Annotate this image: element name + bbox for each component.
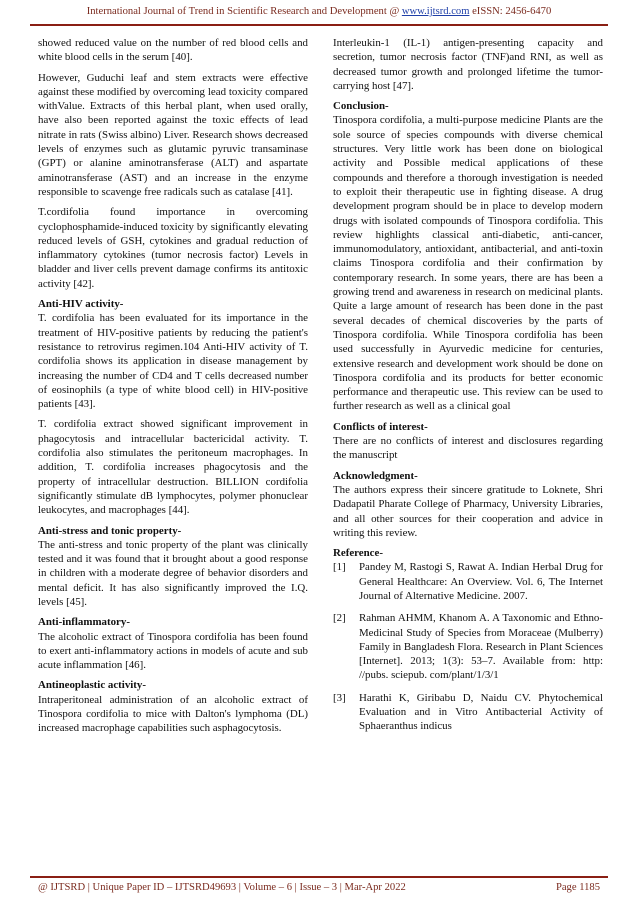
section-heading-anti-hiv: Anti-HIV activity- [38, 298, 124, 311]
reference-list [333, 560, 603, 733]
paragraph: Interleukin-1 (IL-1) antigen-presenting capacity and secretion, tumor necrosis factor (TNF)and RNI, as well as decreased tumor growth and prolonged lifetime the tumor-carrying host [47]. [333, 37, 603, 92]
section-heading-anti-inflammatory: Anti-inflammatory- [38, 616, 130, 629]
section-heading-conflicts: Conflicts of interest- [333, 420, 428, 433]
reference-item [333, 560, 603, 603]
section-heading-acknowledgment: Acknowledgment- [333, 469, 418, 482]
footer-rule [30, 876, 608, 878]
reference-number: [3] [333, 691, 346, 704]
journal-eissn: eISSN: 2456-6470 [472, 6, 552, 17]
section-heading-conclusion: Conclusion- [333, 100, 389, 113]
section-heading-antineoplastic: Antineoplastic activity- [38, 679, 146, 692]
reference-text: Rahman AHMM, Khanom A. A Taxonomic and Ethno-Medicinal Study of Species from Moraceae (Mulberry) Family in Bangladesh Flora. Research in Plant Sciences [Internet]. 2013; 1(3): 53–7. Available from: http: //pubs. sciepub. com/plant/1/3/1 [359, 612, 603, 682]
paragraph: The authors express their sincere gratitude to Loknete, Shri Dadapatil Pharate College of Pharmacy, University Libraries, and all other sources for their cooperation and advice in writing this review. [333, 483, 603, 539]
paragraph: The alcoholic extract of Tinospora cordifolia has been found to exert anti-inflammatory actions in models of acute and sub acute inflammation [46]. [38, 630, 308, 672]
right-column [333, 36, 603, 742]
paragraph: T. cordifolia extract showed significant improvement in phagocytosis and intracellular bactericidal activity. T. cordifolia also stimulates the peritoneum macrophages. In addition, T. cordifolia increases phagocytosis and the property of intracellular destruction. BILLION cordifolia significantly stimulate dB lymphocytes, polymer phonuclear leukocytes, and macrophages [44]. [38, 418, 308, 517]
journal-link[interactable]: www.ijtsrd.com [401, 6, 470, 17]
paragraph: T. cordifolia has been evaluated for its importance in the treatment of HIV-positive patients by reducing the patient's resistance to retrovirus regimen.104 Anti-HIV activity of T. cordifolia shows its application in disease management by increasing the number of CD4 and T cells decreased number of eosinophils (a type of white blood cell) in HIV-positive patients [43]. [38, 312, 308, 411]
header-rule [30, 24, 608, 26]
paragraph: T.cordifolia found importance in overcoming cyclophosphamide-induced toxicity by significantly elevating reduced levels of GSH, cytokines and gradual reduction of inflammatory cytokines (tumor necrosis factor) Levels in bladder and liver cells prevent damage confirms its antitoxic activity [42]. [38, 206, 308, 290]
reference-number: [1] [333, 561, 346, 574]
reference-item [333, 691, 603, 734]
section-heading-reference: Reference- [333, 547, 383, 560]
page-number: Page 1185 [555, 882, 600, 893]
reference-text: Harathi K, Giribabu D, Naidu CV. Phytochemical Evaluation and in Vitro Antibacterial Activity of Sphaeranthus indicus [359, 691, 603, 733]
page-header [0, 6, 638, 17]
paragraph: Tinospora cordifolia, a multi-purpose medicine Plants are the sole source of species compounds with diverse chemical structures. Very little work has been done on biological activity and Possible medical applications of these compounds and therefore a thorough investigation is needed to exploit their therapeutic use in fighting disease. A drug development program should be in place to develop modern drugs with isolated compounds of Tinospora cordifolia. This review highlights classical anti-diabetic, anti-cancer, immunomodulatory, antioxidant, antibacterial, and anti-toxin claims Tinospora cordifolia and their confirmation by contemporary research. In some years, there are has been a growing trend and awareness in research on medicinal plants. Quite a large amount of research has been done in the past several decades of chemical discoveries by the parts of Tinospora cordifolia. While Tinospora cordifolia has been used successfully in Ayurvedic medicine for centuries, extensive research and development work should be done on Tinospora cordifolia and its products for better economic performance and therapeutic use. This review can be used to further research as well as a clinical goal [333, 114, 603, 413]
journal-name: International Journal of Trend in Scientific Research and Development @ [86, 6, 400, 17]
reference-number: [2] [333, 612, 346, 625]
paragraph: The anti-stress and tonic property of the plant was clinically tested and it was found that it brought about a good response in children with a moderate degree of behavior disorders and mental deficit. It has also significantly improved the I.Q. levels [45]. [38, 538, 308, 608]
footer-citation: @ IJTSRD | Unique Paper ID – IJTSRD49693 | Volume – 6 | Issue – 3 | Mar-Apr 2022 [38, 882, 406, 893]
paragraph: showed reduced value on the number of red blood cells and white blood cells in the serum [40]. [38, 37, 308, 64]
section-heading-anti-stress: Anti-stress and tonic property- [38, 524, 182, 537]
reference-text: Pandey M, Rastogi S, Rawat A. Indian Herbal Drug for General Healthcare: An Overview. Vol. 6, The Internet Journal of Alternative Medicine. 2007. [359, 561, 603, 602]
paragraph: Intraperitoneal administration of an alcoholic extract of Tinospora cordifolia to mice with Dalton's lymphoma (DL) increased macrophage capabilities such asphagocytosis. [38, 693, 308, 735]
left-column [38, 36, 308, 736]
paragraph: However, Guduchi leaf and stem extracts were effective against these modified by overcoming lead toxicity compared withValue. Extracts of this herbal plant, when used orally, have also been reported against the toxic effects of lead nitrate in rats (Swiss albino) Liver. Research shows decreased levels of enzymes such as glutamic pyruvic transaminase (GPT) or alanine aminotransferase (ALT) and aspartate aminotransferase (AST) and an increase in the enzyme responsible to scavenge free radicals such as catalase [41]. [38, 71, 308, 198]
paragraph: There are no conflicts of interest and disclosures regarding the manuscript [333, 435, 603, 462]
reference-item [333, 611, 603, 682]
